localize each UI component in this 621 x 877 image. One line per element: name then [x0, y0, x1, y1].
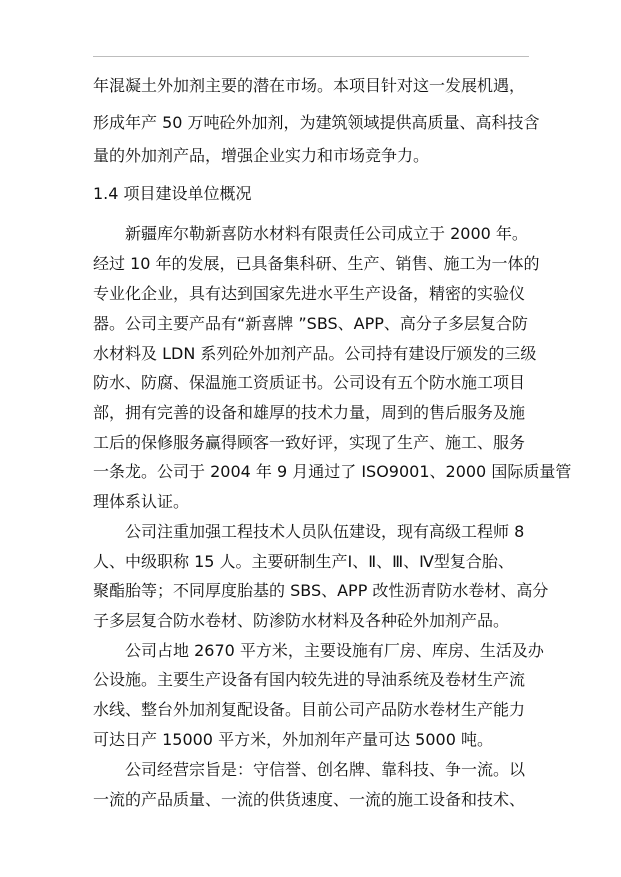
text-line: 聚酯胎等；不同厚度胎基的 SBS、APP 改性沥青防水卷材、高分	[93, 581, 549, 600]
text-line: 部，拥有完善的设备和雄厚的技术力量，周到的售后服务及施	[93, 403, 526, 422]
text-line: 防水、防腐、保温施工资质证书。公司设有五个防水施工项目	[93, 373, 526, 392]
text-line: 工后的保修服务赢得顾客一致好评，实现了生产、施工、服务	[93, 433, 526, 452]
text-line: 公司注重加强工程技术人员队伍建设，现有高级工程师 8	[125, 522, 525, 541]
text-line: 水材料及 LDN 系列砼外加剂产品。公司持有建设厅颁发的三级	[93, 344, 537, 363]
section-heading: 1.4 项目建设单位概况	[93, 184, 252, 203]
text-line: 公司占地 2670 平方米，主要设施有厂房、库房、生活及办	[125, 641, 544, 660]
header-rule	[93, 56, 529, 57]
text-line: 新疆库尔勒新喜防水材料有限责任公司成立于 2000 年。	[125, 224, 528, 243]
text-line: 子多层复合防水卷材、防渗防水材料及各种砼外加剂产品。	[93, 611, 510, 630]
text-line: 年混凝土外加剂主要的潜在市场。本项目针对这一发展机遇，	[93, 76, 526, 95]
text-line: 一流的产品质量、一流的供货速度、一流的施工设备和技术、	[93, 790, 526, 809]
text-line: 器。公司主要产品有“新喜牌 ”SBS、APP、高分子多层复合防	[93, 314, 528, 333]
text-line: 形成年产 50 万吨砼外加剂，为建筑领域提供高质量、高科技含	[93, 113, 540, 132]
text-line: 量的外加剂产品，增强企业实力和市场竞争力。	[93, 146, 430, 165]
text-line: 可达日产 15000 平方米，外加剂年产量可达 5000 吨。	[93, 730, 493, 749]
text-line: 公设施。主要生产设备有国内较先进的导油系统及卷材生产流	[93, 670, 526, 689]
text-line: 人、中级职称 15 人。主要研制生产Ⅰ、Ⅱ、Ⅲ、Ⅳ型复合胎、	[93, 552, 514, 571]
text-line: 经过 10 年的发展，已具备集科研、生产、销售、施工为一体的	[93, 254, 540, 273]
text-line: 一条龙。公司于 2004 年 9 月通过了 ISO9001、2000 国际质量管	[93, 462, 572, 481]
text-line: 理体系认证。	[93, 492, 190, 511]
text-line: 公司经营宗旨是：守信誉、创名牌、靠科技、争一流。以	[125, 760, 526, 779]
text-line: 水线、整台外加剂复配设备。目前公司产品防水卷材生产能力	[93, 700, 526, 719]
text-line: 专业化企业，具有达到国家先进水平生产设备，精密的实验仪	[93, 284, 526, 303]
